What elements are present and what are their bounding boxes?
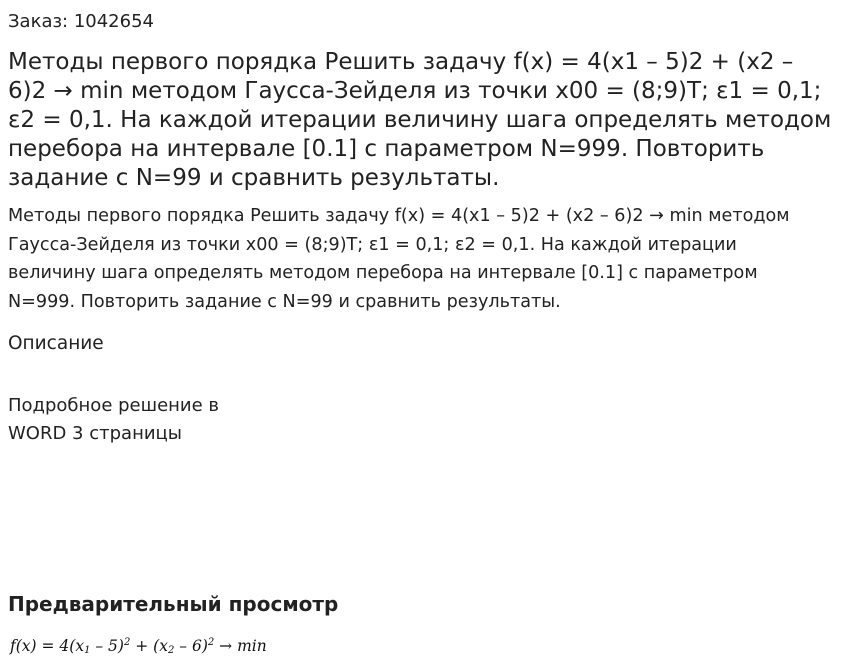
formula-part: + (x <box>130 637 168 655</box>
description-heading: Описание <box>8 333 104 354</box>
formula-subscript: 1 <box>84 645 91 656</box>
formula-part: → min <box>214 637 267 655</box>
formula-superscript: 2 <box>123 637 131 648</box>
preview-formula <box>10 632 267 662</box>
order-number: Заказ: 1042654 <box>8 11 154 32</box>
task-title: Методы первого порядка Решить задачу f(x) = 4(x1 – 5)2 + (x2 – 6)2 → min методом Гаусса-Зейделя из точки x00 = (8;9)T; ε1 = 0,1; ε2 = 0,1. На каждой итерации величину шага определять методом перебора на интервале [0.1] с параметром N=999. Повторить задание с N=99 и сравнить результаты. <box>8 49 832 191</box>
description-line: WORD 3 страницы <box>8 423 182 444</box>
formula-subscript: 2 <box>167 645 175 656</box>
formula-superscript: 2 <box>207 637 215 648</box>
description-text <box>8 392 268 448</box>
description-line: Подробное решение в <box>8 395 220 416</box>
formula-part: – 5) <box>90 637 124 655</box>
formula-part: f(x) = 4(x <box>10 637 85 655</box>
task-text: Методы первого порядка Решить задачу f(x) = 4(x1 – 5)2 + (x2 – 6)2 → min методом Гаусса-Зейделя из точки x00 = (8;9)T; ε1 = 0,1; ε2 = 0,1. На каждой итерации величину шага определять методом перебора на интервале [0.1] с параметром N=999. Повторить задание с N=99 и сравнить результаты. <box>8 206 790 312</box>
preview-heading: Предварительный просмотр <box>8 592 339 616</box>
formula-part: – 6) <box>174 637 208 655</box>
